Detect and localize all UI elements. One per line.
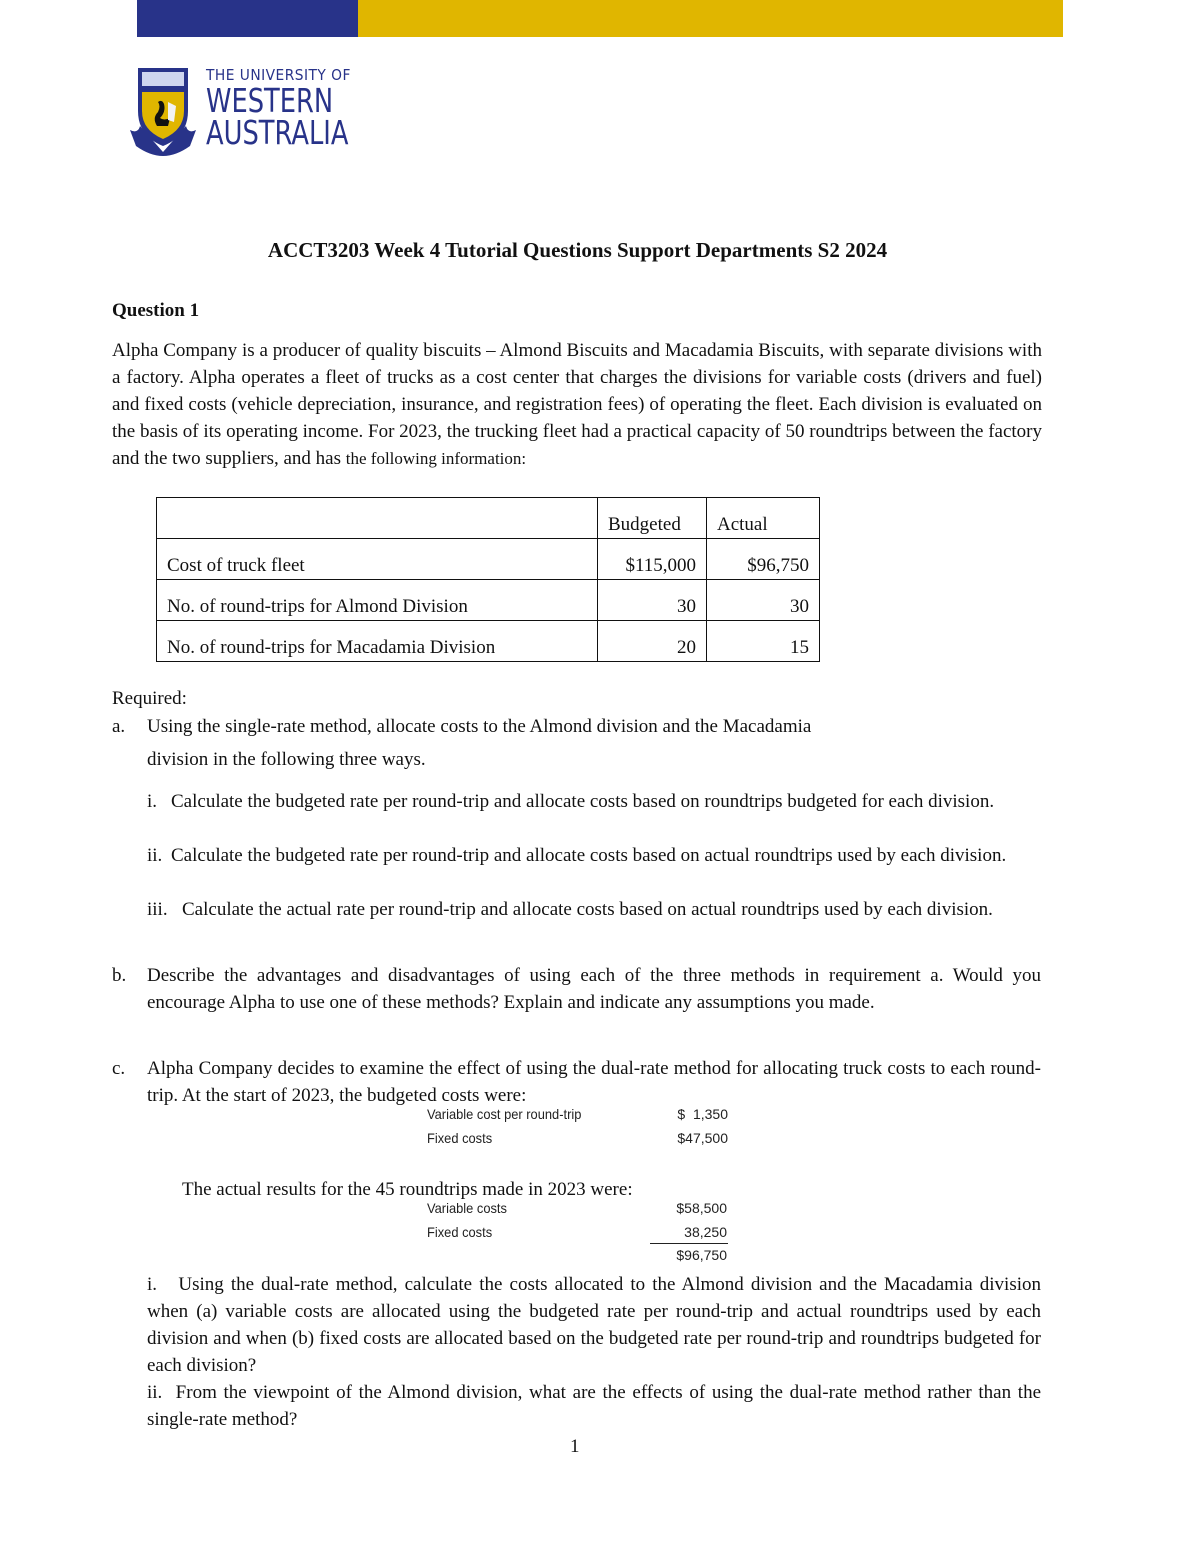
part-c-text: Alpha Company decides to examine the effect of using the dual-rate method for allocating truck costs to each round-trip. At the start of 2023, the budgeted costs were: [147,1058,1041,1106]
part-c-ii-marker: ii. [147,1382,163,1403]
actual-variable-label: Variable costs [427,1200,507,1216]
crest-icon [128,66,198,156]
part-c-i-marker: i. [147,1274,158,1295]
table-cell: 15 [707,621,820,662]
logo-line-1: THE UNIVERSITY OF [206,66,351,84]
header-banner-blue [137,0,358,37]
actual-fixed-value: 38,250 [684,1224,727,1240]
part-c-ii-text: From the viewpoint of the Almond division, what are the effects of using the dual-rate method rather than the single-rate method? [147,1382,1042,1430]
table-cell: $115,000 [598,539,707,580]
table-row [157,621,820,662]
table-header-cell: Actual [707,498,820,539]
table-cell: 30 [707,580,820,621]
budgeted-fixed-label: Fixed costs [427,1130,493,1146]
actual-fixed-label: Fixed costs [427,1224,493,1240]
part-a-iii-text: Calculate the actual rate per round-trip and allocate costs based on actual roundtrips used by each division. [182,899,993,920]
part-a-i-marker: i. [147,791,158,812]
intro-paragraph [112,337,1042,472]
required-label: Required: [112,688,187,709]
table-header-cell [157,498,598,539]
table-header-row [157,498,820,539]
logo-line-3: AUSTRALIA [206,113,349,152]
table-cell: No. of round-trips for Macadamia Division [157,621,598,662]
part-a-ii-marker: ii. [147,845,163,866]
part-a-line-1: Using the single-rate method, allocate costs to the Almond division and the Macadamia [147,716,812,737]
actual-results-intro: The actual results for the 45 roundtrips made in 2023 were: [182,1179,633,1200]
question-heading: Question 1 [112,300,200,321]
budgeted-variable-label: Variable cost per round-trip [427,1106,582,1122]
part-a-line-2: division in the following three ways. [147,749,426,770]
part-b-text: Describe the advantages and disadvantages of using each of the three methods in requirement a. Would you encourage Alpha to use one of these methods? Explain and indicate any assumptions you made. [147,965,1041,1013]
table-row [157,580,820,621]
university-logo [128,66,368,156]
table-cell: 30 [598,580,707,621]
part-a-marker: a. [112,716,126,737]
logo-wordmark [206,66,389,152]
part-a-ii-text: Calculate the budgeted rate per round-trip and allocate costs based on actual roundtrips used by each division. [171,845,1007,866]
total-rule [650,1243,728,1244]
part-a-iii-marker: iii. [147,899,168,920]
header-banner-gold [358,0,1063,37]
table-cell: $96,750 [707,539,820,580]
logo-line-2: WESTERN [206,81,334,120]
document-title: ACCT3203 Week 4 Tutorial Questions Support Departments S2 2024 [267,238,888,262]
table-header-cell: Budgeted [598,498,707,539]
budgeted-fixed-value: $47,500 [677,1130,728,1146]
budgeted-variable-value: $ 1,350 [677,1106,728,1122]
page-number: 1 [570,1436,580,1457]
part-c-marker: c. [112,1058,126,1079]
actual-total-value: $96,750 [676,1247,727,1263]
intro-text-small: the following information: [345,449,527,468]
table-row [157,539,820,580]
part-a-i-text: Calculate the budgeted rate per round-trip and allocate costs based on roundtrips budgeted for each division. [171,791,995,812]
intro-text: Alpha Company is a producer of quality biscuits – Almond Biscuits and Macadamia Biscuits, with separate divisions with a factory. Alpha operates a fleet of trucks as a cost center that charges the divisions for variable costs (drivers and fuel) and fixed costs (vehicle depreciation, insurance, and registration fees) of operating the fleet. Each division is evaluated on the basis of its operating income. For 2023, the trucking fleet had a practical capacity of 50 roundtrips between the factory and the two suppliers, and has [112,340,1042,469]
table-cell: Cost of truck fleet [157,539,598,580]
truck-fleet-table [156,497,820,662]
table-cell: No. of round-trips for Almond Division [157,580,598,621]
table-cell: 20 [598,621,707,662]
part-c-i-item [147,1271,1041,1379]
part-c-i-text: Using the dual-rate method, calculate the costs allocated to the Almond division and the Macadamia division when (a) variable costs are allocated using the budgeted rate per round-trip and actual roundtrips used by each division and when (b) fixed costs are allocated based on the budgeted rate per round-trip and roundtrips budgeted for each division? [147,1274,1041,1376]
actual-variable-value: $58,500 [676,1200,727,1216]
part-b-marker: b. [112,965,127,986]
part-c-ii-item [147,1379,1041,1433]
